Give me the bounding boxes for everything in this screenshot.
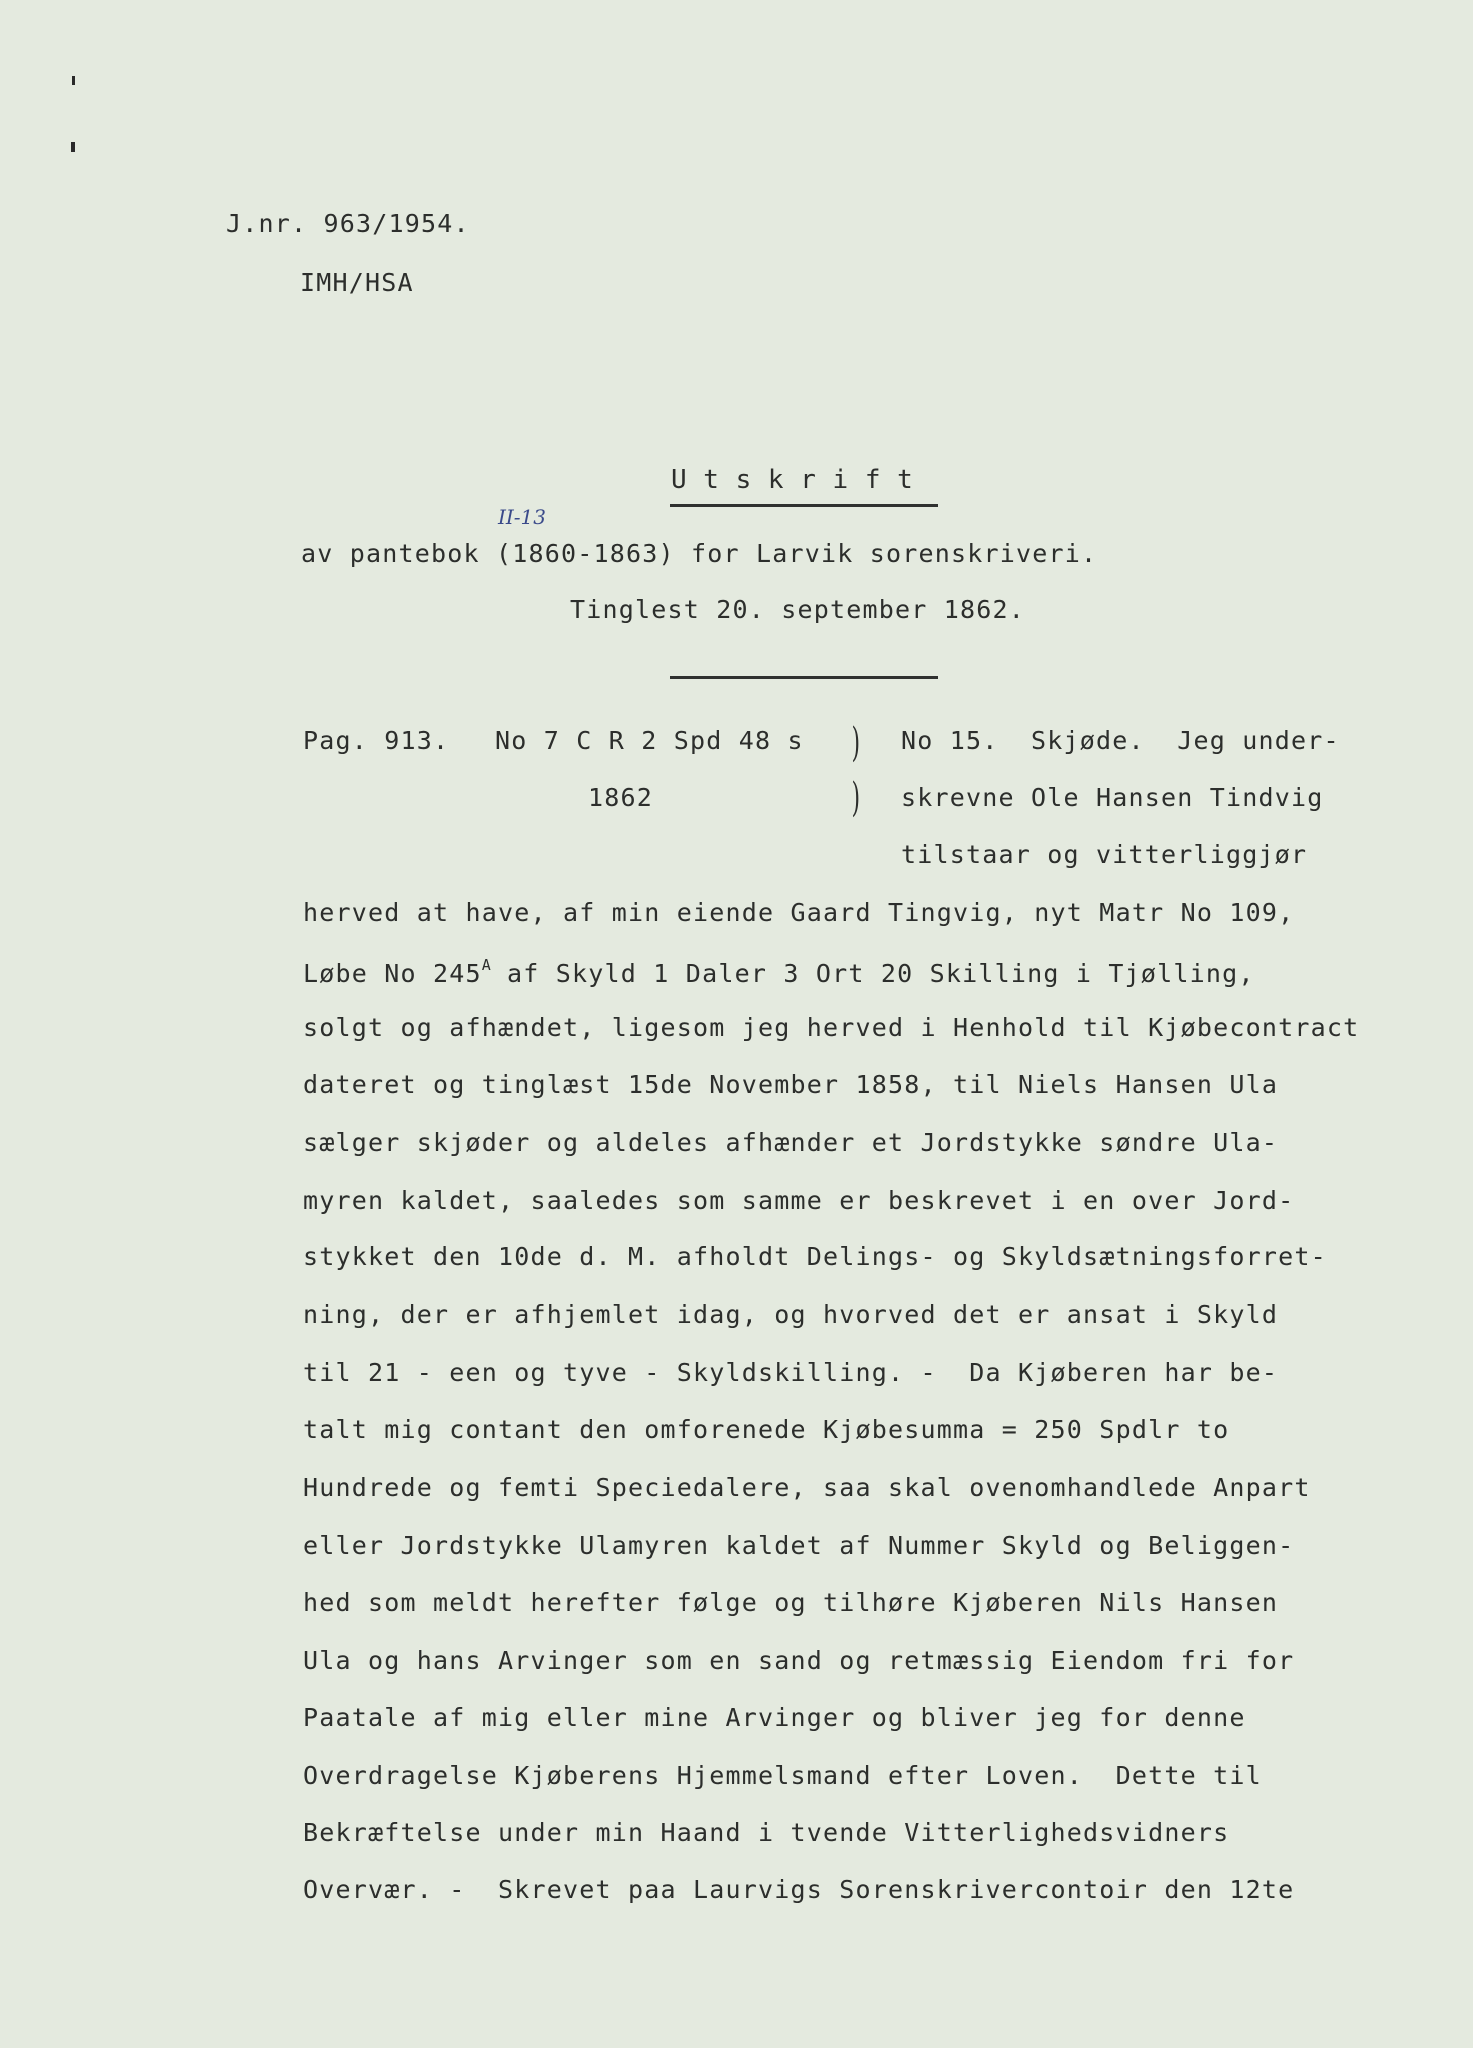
scan-mark [72, 76, 75, 85]
body-line-text: Løbe No 245 [303, 959, 482, 988]
entry-line: skrevne Ole Hansen Tindvig [901, 783, 1324, 812]
body-line: stykket den 10de d. M. afholdt Delings- og Skyldsætningsforret- [303, 1242, 1327, 1271]
page-reference: Pag. 913. [303, 726, 450, 755]
registration-reference: No 7 C R 2 Spd 48 s [495, 726, 804, 755]
journal-number: J.nr. 963/1954. [226, 209, 470, 238]
scan-mark [71, 142, 75, 152]
body-line: Hundrede og femti Speciedalere, saa skal ovenomhandlede Anpart [303, 1473, 1311, 1502]
body-line: myren kaldet, saaledes som samme er beskrevet i en over Jord- [303, 1186, 1295, 1215]
body-line: Ula og hans Arvinger som en sand og retmæssig Eiendom fri for [303, 1646, 1295, 1675]
body-line: Overvær. - Skrevet paa Laurvigs Sorenskrivercontoir den 12te [303, 1875, 1295, 1904]
entry-line: tilstaar og vitterliggjør [901, 840, 1308, 869]
body-line: sælger skjøder og aldeles afhænder et Jordstykke søndre Ula- [303, 1128, 1279, 1157]
section-divider [670, 676, 938, 679]
initials: IMH/HSA [300, 268, 414, 297]
body-line: dateret og tinglæst 15de November 1858, til Niels Hansen Ula [303, 1070, 1279, 1099]
document-title: U t s k r i f t [671, 465, 914, 495]
body-line [303, 958, 1255, 986]
body-line: herved at have, af min eiende Gaard Tingvig, nyt Matr No 109, [303, 898, 1295, 927]
brace-mark: ) [851, 775, 861, 821]
body-line: talt mig contant den omforenede Kjøbesumma = 250 Spdlr to [303, 1415, 1230, 1444]
entry-line: No 15. Skjøde. Jeg under- [901, 726, 1340, 755]
registration-year: 1862 [588, 783, 654, 812]
body-line: ning, der er afhjemlet idag, og hvorved det er ansat i Skyld [303, 1300, 1279, 1329]
handwritten-reference: II-13 [498, 505, 547, 529]
body-line: Bekræftelse under min Haand i tvende Vitterlighedsvidners [303, 1818, 1230, 1847]
subtitle-line-1: av pantebok (1860-1863) for Larvik sorenskriveri. [301, 539, 1098, 568]
body-line: til 21 - een og tyve - Skyldskilling. - Da Kjøberen har be- [303, 1358, 1279, 1387]
brace-mark: ) [851, 720, 861, 766]
superscript: A [481, 956, 491, 974]
body-line: eller Jordstykke Ulamyren kaldet af Nummer Skyld og Beliggen- [303, 1531, 1295, 1560]
body-line: Overdragelse Kjøberens Hjemmelsmand efter Loven. Dette til [303, 1761, 1262, 1790]
subtitle-line-2: Tinglest 20. september 1862. [570, 595, 1026, 624]
body-line: hed som meldt herefter følge og tilhøre Kjøberen Nils Hansen [303, 1588, 1279, 1617]
title-underline [670, 504, 938, 507]
body-line: Paatale af mig eller mine Arvinger og bliver jeg for denne [303, 1703, 1246, 1732]
body-line: solgt og afhændet, ligesom jeg herved i Henhold til Kjøbecontract [303, 1013, 1360, 1042]
body-line-text: af Skyld 1 Daler 3 Ort 20 Skilling i Tjølling, [490, 959, 1255, 988]
